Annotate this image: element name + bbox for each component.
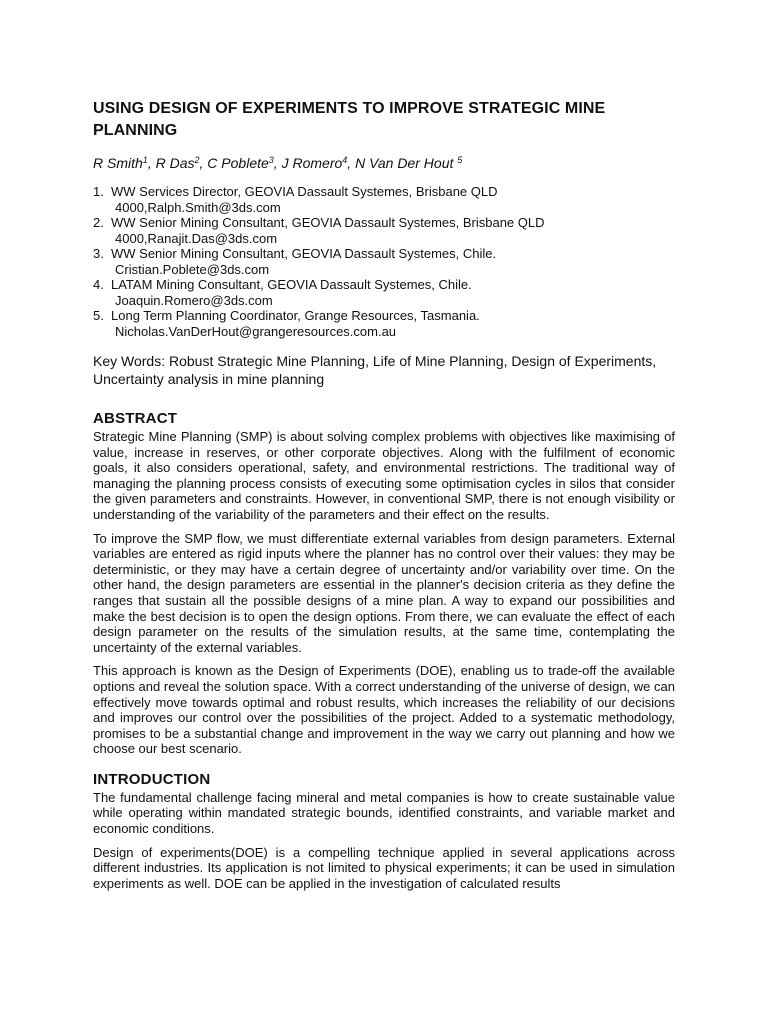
abstract-heading: ABSTRACT <box>93 410 178 427</box>
affiliation-item <box>93 246 675 277</box>
author-list: R Smith$^1$, R Das$^2$, C Poblete$^3$, J Romero$^4$, N Van Der Hout $^5$ <box>93 155 463 171</box>
author-affil-marker: 4 <box>342 155 348 165</box>
affiliation-number: 1. <box>93 184 104 199</box>
author-affil-marker: 1 <box>142 155 148 165</box>
affiliation-text: WW Services Director, GEOVIA Dassault Systemes, Brisbane QLD <box>111 184 498 199</box>
affiliation-item <box>93 277 675 308</box>
author-name: R Smith <box>93 155 143 171</box>
paper-title: USING DESIGN OF EXPERIMENTS TO IMPROVE STRATEGIC MINE PLANNING <box>93 100 606 139</box>
affiliation-list <box>93 184 675 339</box>
affiliation-number: 2. <box>93 215 104 230</box>
affiliation-item <box>93 184 675 215</box>
author-affil-marker: 2 <box>194 155 200 165</box>
author-affil-marker: 5 <box>457 155 463 165</box>
affiliation-contact: Cristian.Poblete@3ds.com <box>115 261 270 277</box>
affiliation-text: LATAM Mining Consultant, GEOVIA Dassault Systemes, Chile. <box>111 277 472 292</box>
author-name: N Van Der Hout <box>355 155 454 171</box>
author-name: C Poblete <box>207 155 269 171</box>
affiliation-number: 3. <box>93 246 104 261</box>
abstract-paragraph: This approach is known as the Design of Experiments (DOE), enabling us to trade-off the available options and reveal the solution space. With a correct understanding of the universe of design, we can effectively move towards optimal and robust results, which increases the reliability of our decisions and improves our control over the possibilities of the project. Added to a systematic methodology, promises to be a substantial change and improvement in the way we carry out planning and how we choose our best scenario. <box>93 663 675 757</box>
affiliation-contact: 4000,Ralph.Smith@3ds.com <box>115 199 281 215</box>
affiliation-text: WW Senior Mining Consultant, GEOVIA Dassault Systemes, Brisbane QLD <box>111 215 545 230</box>
author-name: R Das <box>155 155 195 171</box>
author-affil-marker: 3 <box>268 155 274 165</box>
affiliation-number: 4. <box>93 277 104 292</box>
abstract-paragraph: Strategic Mine Planning (SMP) is about solving complex problems with objectives like maximising of value, increase in reserves, or other corporate objectives. Along with the fulfilment of economic goals, it also considers operational, safety, and environmental restrictions. The traditional way of managing the planning process consists of executing some optimisation cycles in silos that consider the given parameters and constraints. However, in conventional SMP, there is not enough visibility or understanding of the variability of the parameters and their effect on the results. <box>93 429 675 522</box>
affiliation-text: Long Term Planning Coordinator, Grange Resources, Tasmania. <box>111 308 480 323</box>
keywords: Key Words: Robust Strategic Mine Planning, Life of Mine Planning, Design of Experiments, Uncertainty analysis in mine planning <box>93 353 657 387</box>
abstract-paragraph: To improve the SMP flow, we must differentiate external variables from design parameters. External variables are entered as rigid inputs where the planner has no control over their values: they may be deterministic, or they may have a certain degree of uncertainty and/or variability over time. On the other hand, the design parameters are essential in the planner's decision criteria as they define the ranges that sustain all the possible designs of a mine plan. A way to expand our possibilities and make the best decision is to open the design options. From there, we can evaluate the effect of each design parameter on the results of the simulation results, at the same time, contemplating the uncertainty of the external variables. <box>93 530 675 655</box>
affiliation-text: WW Senior Mining Consultant, GEOVIA Dassault Systemes, Chile. <box>111 246 497 261</box>
affiliation-contact: Nicholas.VanDerHout@grangeresources.com.au <box>115 323 397 339</box>
author-name: J Romero <box>281 155 343 171</box>
introduction-heading: INTRODUCTION <box>93 770 211 788</box>
introduction-paragraph: The fundamental challenge facing mineral and metal companies is how to create sustainable value while operating within mandated strategic bounds, identified constraints, and variable market and economic conditions. <box>93 789 675 837</box>
affiliation-item <box>93 308 675 339</box>
affiliation-contact: Joaquin.Romero@3ds.com <box>115 292 273 308</box>
introduction-paragraph: Design of experiments(DOE) is a compelling technique applied in several applications across different industries. Its application is not limited to physical experiments; it can be used in simulation experiments as well. DOE can be applied in the investigation of calculated results <box>93 844 675 891</box>
affiliation-number: 5. <box>93 308 104 323</box>
affiliation-item <box>93 215 675 246</box>
affiliation-contact: 4000,Ranajit.Das@3ds.com <box>115 230 278 246</box>
